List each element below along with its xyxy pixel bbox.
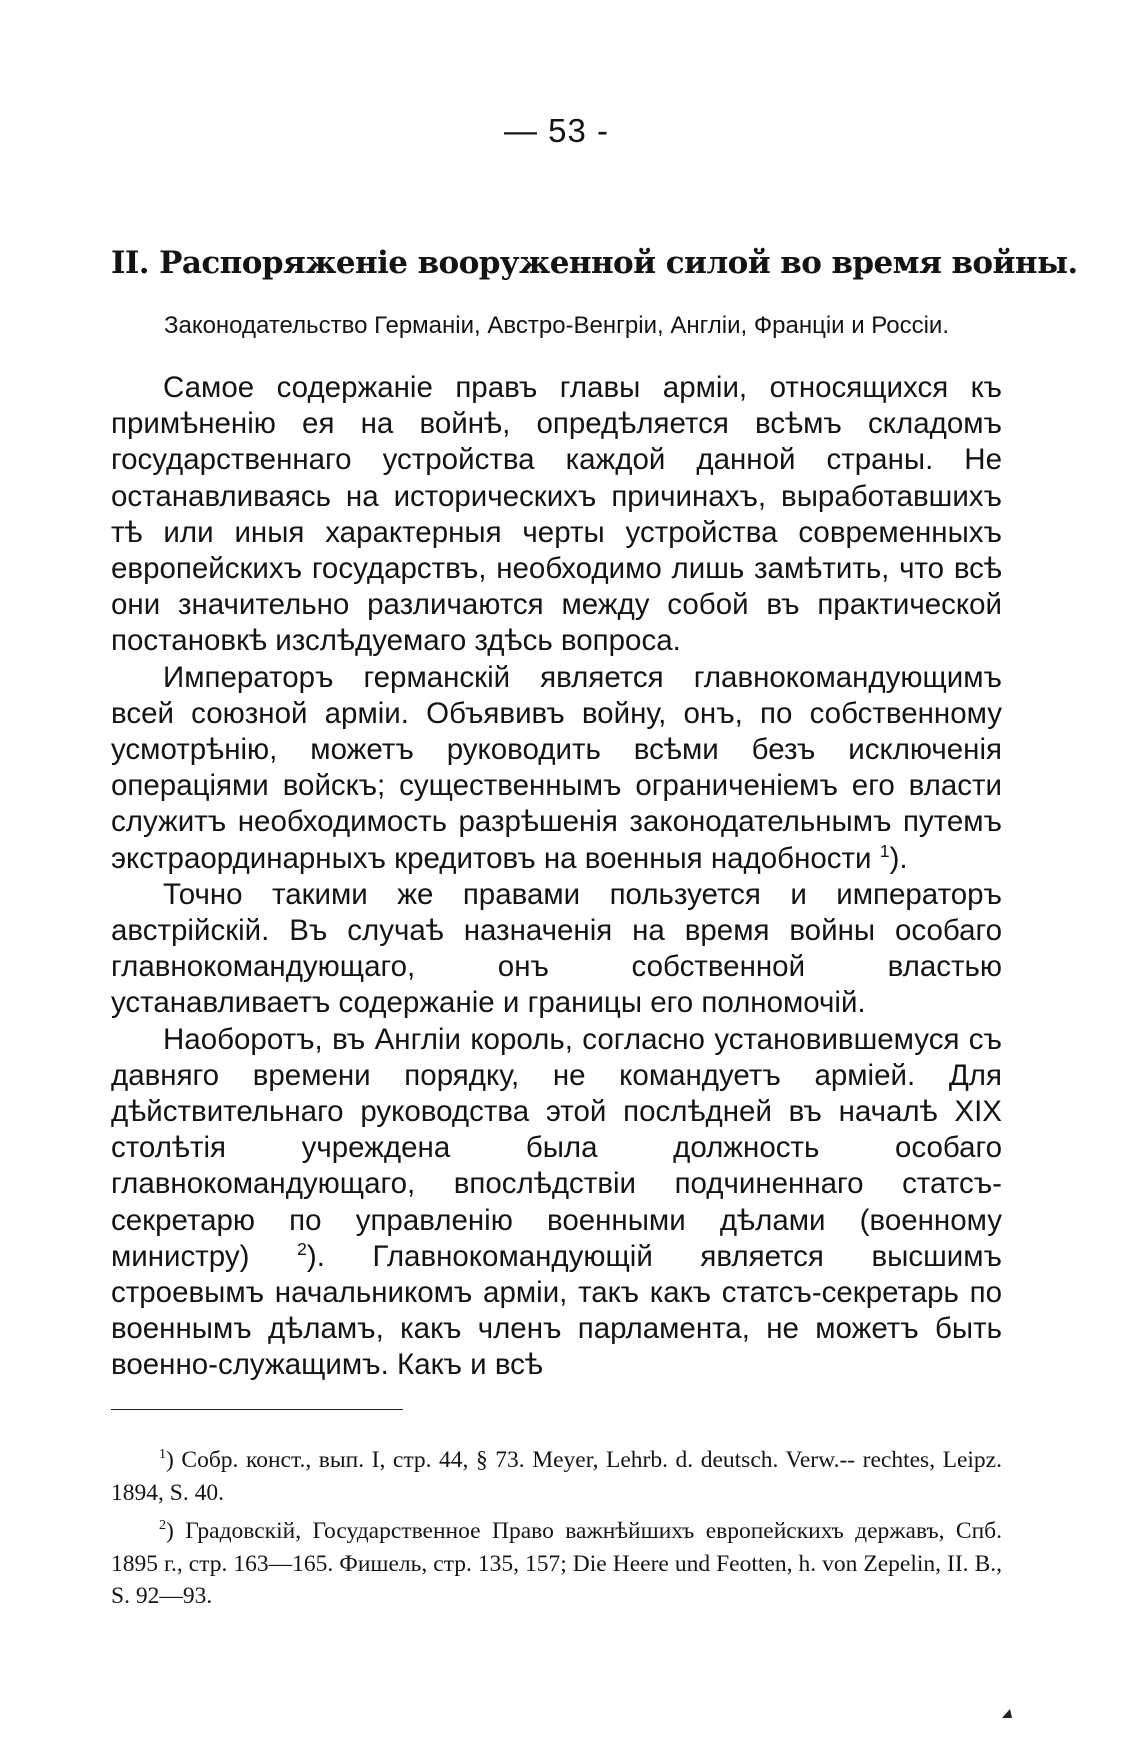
- paragraph: [111, 660, 1002, 877]
- paragraph-text: Точно такими же правами пользуется и императоръ австрійскій. Въ случаѣ назначенія на время войны особаго главнокомандующаго, онъ собственной властью устанавливаетъ содержаніе и границы его полномочій.: [111, 877, 1002, 1020]
- paragraph: [111, 1022, 1002, 1384]
- paragraph-text: Наоборотъ, въ Англіи король, согласно установившемуся съ давняго времени порядку, не командуетъ арміей. Для дѣйствительнаго руководства этой послѣдней въ началѣ XIX столѣтія учреждена была должность особаго главнокомандующаго, впослѣдствіи подчиненнаго статсъ-секретарю по управленію военными дѣлами (военному министру): [111, 1022, 1002, 1273]
- paragraph-text-continued: ).: [889, 841, 908, 875]
- footnote-text: ) Собр. конст., вып. I, стр. 44, § 73. Meyer, Lehrb. d. deutsch. Verw.-- rechtes, Leipz. 1894, S. 40.: [111, 1447, 1002, 1506]
- section-title: II. Распоряженіе вооруженной силой во время войны.: [111, 245, 1078, 281]
- paragraph: [111, 370, 1002, 660]
- paragraph-text: Императоръ германскій является главнокомандующимъ всей союзной арміи. Объявивъ войну, онъ, по собственному усмотрѣнію, можетъ руководить всѣми безъ исключенія операціями войскъ; существеннымъ ограниченіемъ его власти служитъ необходимость разрѣшенія законодательнымъ путемъ экстраординарныхъ кредитовъ на военныя надобности: [111, 660, 1002, 875]
- footnotes: [111, 1444, 1002, 1619]
- page-number: — 53 -: [503, 112, 610, 149]
- footnote: [111, 1444, 1002, 1509]
- paragraph: [111, 877, 1002, 1022]
- footnote-reference: 2: [297, 1239, 307, 1260]
- footnote-mark: 2: [159, 1517, 167, 1534]
- footnote-separator: [111, 1409, 403, 1410]
- paragraph-text: Самое содержаніе правъ главы арміи, относящихся къ примѣненію ея на войнѣ, опредѣляется всѣмъ складомъ государственнаго устройства каждой данной страны. Не останавливаясь на историческихъ причинахъ, выработавшихъ тѣ или иныя характерныя черты устройства современныхъ европейскихъ государствъ, необходимо лишь замѣтить, что всѣ они значительно различаются между собой въ практической постановкѣ изслѣдуемаго здѣсь вопроса.: [111, 371, 1002, 658]
- body-text: [111, 370, 1002, 1384]
- print-speck: [1002, 1709, 1012, 1718]
- footnote: [111, 1515, 1002, 1613]
- footnote-mark: 1: [159, 1446, 167, 1463]
- footnote-text: ) Градовскій, Государственное Право важнѣйшихъ европейскихъ державъ, Спб. 1895 г., стр. 163—165. Фишель, стр. 135, 157; Die Heere und Feotten, h. von Zepelin, II. B., S. 92—93.: [111, 1518, 1002, 1609]
- footnote-reference: 1: [879, 840, 890, 861]
- section-subtitle: Законодательство Германіи, Австро-Венгріи, Англіи, Франціи и Россіи.: [163, 312, 950, 339]
- paragraph-text-continued: ). Главнокомандующій является высшимъ строевымъ начальникомъ арміи, такъ какъ статсъ-секретарь по военнымъ дѣламъ, какъ членъ парламента, не можетъ быть военно-служащимъ. Какъ и всѣ: [111, 1239, 1002, 1382]
